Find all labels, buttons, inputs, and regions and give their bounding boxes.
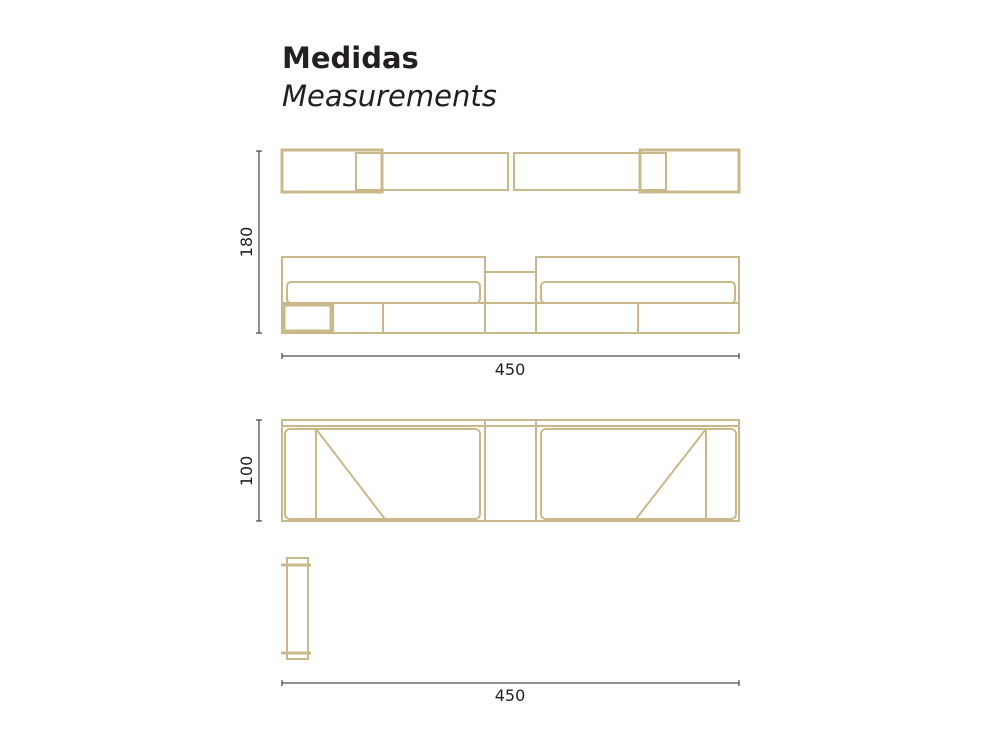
plan-right-seat: [514, 153, 666, 190]
width-label-450-bottom: 450: [494, 686, 526, 705]
front-right-cushion: [541, 282, 735, 303]
sofa-front-view: [282, 257, 739, 333]
top-frame: [282, 420, 739, 521]
dimension-height-100: [256, 420, 262, 521]
page-title: Medidas: [282, 41, 419, 75]
width-label-450-top: 450: [494, 360, 526, 379]
sofa-top-view: [282, 420, 739, 521]
front-left-cushion: [287, 282, 480, 303]
plan-right-end: [640, 150, 739, 192]
front-left-back: [282, 257, 485, 303]
plan-left-end: [282, 150, 382, 192]
height-label-100: 100: [237, 455, 256, 487]
dimension-height-180: [256, 151, 262, 333]
height-label-180: 180: [237, 226, 256, 258]
plan-left-seat: [356, 153, 508, 190]
sofa-side-view: [281, 558, 311, 659]
front-right-back: [536, 257, 739, 303]
dimension-width-450-top: [282, 353, 739, 359]
top-left-seat: [285, 429, 480, 519]
sofa-plan-view: [282, 150, 739, 192]
page-subtitle: Measurements: [282, 79, 497, 113]
front-center-back: [485, 272, 536, 303]
front-base: [282, 303, 739, 333]
front-drawer: [284, 305, 331, 331]
side-panel: [287, 558, 308, 659]
